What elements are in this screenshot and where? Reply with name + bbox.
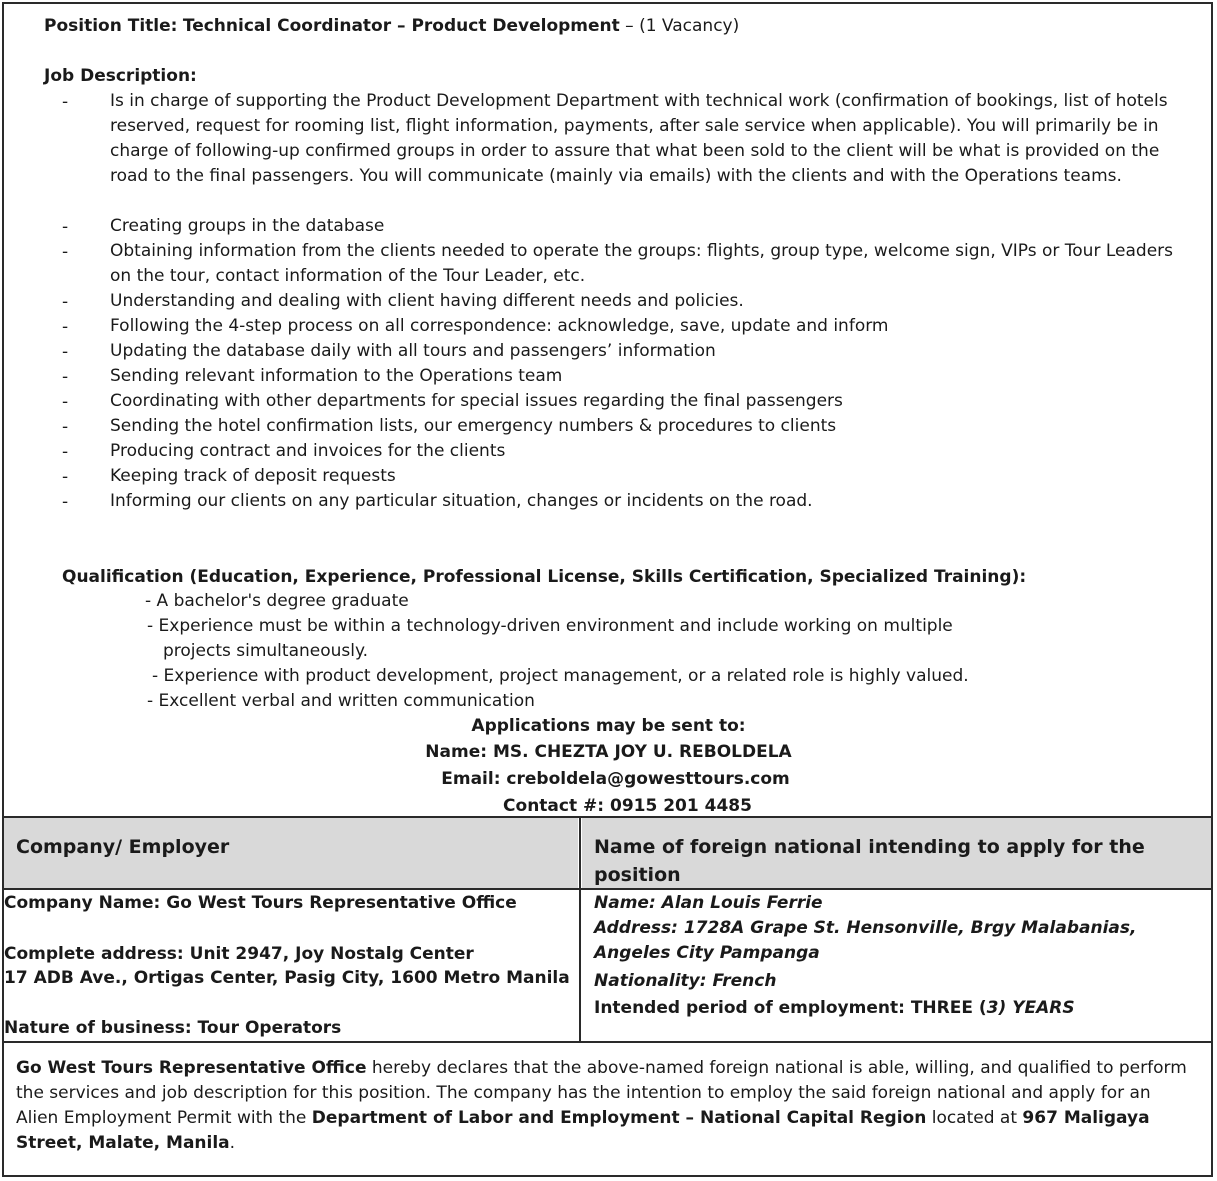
foreign-national-header-line1: Name of foreign national intending to apply for the <box>594 836 1145 858</box>
declaration-text-2: located at <box>926 1108 1023 1128</box>
qualification-item: - A bachelor's degree graduate <box>145 591 409 611</box>
declaration-paragraph <box>16 1056 1196 1156</box>
applications-heading: Applications may be sent to: <box>471 716 746 736</box>
bullet-dash: - <box>62 442 69 462</box>
bullet-dash: - <box>62 317 69 337</box>
bullet-dash: - <box>62 92 69 112</box>
position-name: Technical Coordinator – Product Development <box>182 16 620 36</box>
contact-name: Name: MS. CHEZTA JOY U. REBOLDELA <box>425 742 792 762</box>
bullet-dash: - <box>62 492 69 512</box>
vacancy-count: – (1 Vacancy) <box>619 16 740 36</box>
declaration-address: 967 Maligaya Street, Malate, Manila <box>16 1108 1150 1153</box>
bullet-dash: - <box>62 242 69 262</box>
job-description-item: Coordinating with other departments for special issues regarding the final passengers <box>110 391 843 411</box>
table-column-divider <box>579 818 581 1042</box>
bullet-dash: - <box>62 342 69 362</box>
company-employer-header: Company/ Employer <box>16 836 230 858</box>
foreign-national-header-line2: position <box>594 864 681 886</box>
declaration-end: . <box>229 1133 236 1153</box>
bullet-dash: - <box>62 392 69 412</box>
contact-email: Email: creboldela@gowesttours.com <box>441 769 790 789</box>
position-label: Position Title: <box>44 16 178 36</box>
bullet-dash: - <box>62 217 69 237</box>
job-description-item: Is in charge of supporting the Product Development Department with technical work (confirmation of bookings, list of hotels reserved, request for rooming list, flight information, payments, after sale service when applicable). You will primarily be in charge of following-up confirmed groups in order to assure that what been sold to the client will be what is provided on the road to the final passengers. You will communicate (mainly via emails) with the clients and with the Operations teams. <box>110 91 1168 186</box>
employment-period-value: 3) YEARS <box>986 998 1075 1018</box>
bullet-dash: - <box>62 292 69 312</box>
position-title <box>44 14 739 38</box>
job-description-item: Obtaining information from the clients needed to operate the groups: flights, group type, welcome sign, VIPs or Tour Leaders on the tour, contact information of the Tour Leader, etc. <box>110 241 1173 286</box>
declaration-agency: Department of Labor and Employment – National Capital Region <box>311 1108 927 1128</box>
job-description-item: Sending relevant information to the Operations team <box>110 366 563 386</box>
company-name: Company Name: Go West Tours Representative Office <box>4 893 517 913</box>
bullet-dash: - <box>62 467 69 487</box>
job-description-item: Sending the hotel confirmation lists, our emergency numbers & procedures to clients <box>110 416 837 436</box>
qualification-item: - Excellent verbal and written communication <box>147 691 535 711</box>
table-header-right <box>582 818 1211 888</box>
qualification-heading: Qualification (Education, Experience, Professional License, Skills Certification, Specialized Training): <box>62 567 1027 587</box>
declaration-text: hereby declares that the above-named foreign national is able, willing, and qualified to perform the services and job description for this position. The company has the intention to employ the said foreign national and apply for an Alien Employment Permit with the <box>16 1058 1187 1128</box>
foreign-national-name: Name: Alan Louis Ferrie <box>594 893 823 913</box>
qualification-item: - Experience with product development, project management, or a related role is highly valued. <box>152 666 969 686</box>
job-description-item: Following the 4-step process on all correspondence: acknowledge, save, update and inform <box>110 316 889 336</box>
foreign-national-address-line2: Angeles City Pampanga <box>594 943 820 963</box>
job-description-heading: Job Description: <box>44 66 197 86</box>
qualification-item: - Experience must be within a technology-driven environment and include working on multiple <box>147 616 953 636</box>
bullet-dash: - <box>62 367 69 387</box>
employment-period <box>594 996 1075 1020</box>
job-description-item: Creating groups in the database <box>110 216 385 236</box>
job-description-item: Informing our clients on any particular situation, changes or incidents on the road. <box>110 491 813 511</box>
job-description-item: Updating the database daily with all tours and passengers’ information <box>110 341 716 361</box>
table-header-left <box>4 818 578 888</box>
employment-period-label: Intended period of employment: THREE ( <box>594 998 987 1018</box>
job-description-item: Understanding and dealing with client having different needs and policies. <box>110 291 744 311</box>
job-description-item: Keeping track of deposit requests <box>110 466 396 486</box>
bullet-dash: - <box>62 417 69 437</box>
contact-phone: Contact #: 0915 201 4485 <box>503 796 752 816</box>
declaration-company: Go West Tours Representative Office <box>16 1058 367 1078</box>
company-address-line1: Complete address: Unit 2947, Joy Nostalg Center <box>4 944 474 964</box>
company-address-line2: 17 ADB Ave., Ortigas Center, Pasig City, 1600 Metro Manila <box>4 968 570 988</box>
foreign-national-address-line1: Address: 1728A Grape St. Hensonville, Brgy Malabanias, <box>594 918 1137 938</box>
qualification-item: projects simultaneously. <box>163 641 369 661</box>
foreign-national-nationality: Nationality: French <box>594 971 777 991</box>
table-bottom-border <box>2 1041 1213 1043</box>
job-description-item: Producing contract and invoices for the clients <box>110 441 506 461</box>
nature-of-business: Nature of business: Tour Operators <box>4 1018 342 1038</box>
table-header-divider <box>2 888 1213 890</box>
